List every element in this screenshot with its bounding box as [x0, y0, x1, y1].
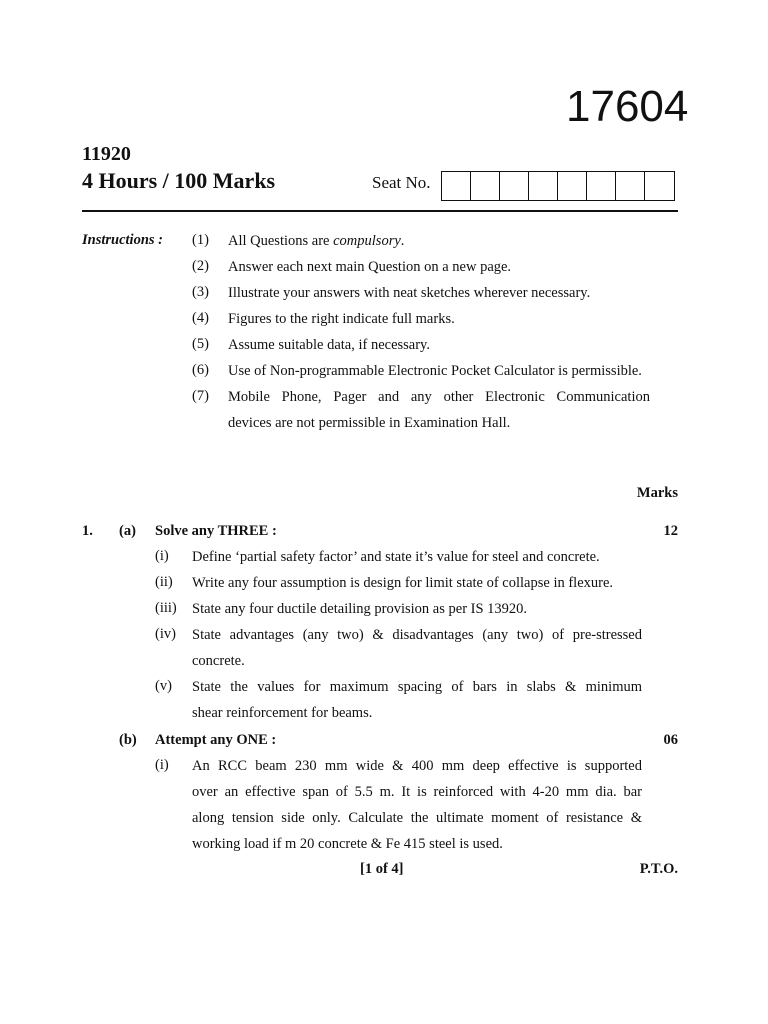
marks-heading: Marks: [636, 485, 678, 501]
instruction-number: (1): [192, 232, 209, 248]
instruction-text: Mobile Phone, Pager and any other Electronic Communication: [228, 389, 650, 405]
sub-question-number: (iv): [155, 626, 176, 642]
page-number: [1 of 4]: [360, 861, 404, 877]
sub-question-text: along tension side only. Calculate the ultimate moment of resistance &: [192, 810, 642, 826]
instruction-text: Assume suitable data, if necessary.: [228, 337, 430, 353]
part-title: Attempt any ONE :: [155, 732, 277, 748]
pto-label: P.T.O.: [639, 861, 678, 877]
part-label: (a): [119, 523, 136, 539]
duration-marks: 4 Hours / 100 Marks: [82, 168, 276, 193]
instruction-emphasis: compulsory: [333, 233, 401, 249]
instruction-text: Use of Non-programmable Electronic Pocket Calculator is permissible.: [228, 363, 642, 379]
instruction-number: (6): [192, 362, 209, 378]
seat-box[interactable]: [471, 172, 500, 200]
instruction-text: devices are not permissible in Examination Hall.: [228, 415, 511, 431]
sub-question-text: State any four ductile detailing provision as per IS 13920.: [192, 601, 528, 617]
seat-label: Seat No.: [372, 173, 431, 192]
seat-box[interactable]: [442, 172, 471, 200]
paper-code: 17604: [566, 82, 689, 131]
sub-question-text: concrete.: [192, 653, 245, 669]
sub-question-text: Write any four assumption is design for limit state of collapse in flexure.: [192, 575, 614, 591]
part-title: Solve any THREE :: [155, 523, 277, 539]
instruction-text: All Questions are compulsory.: [228, 233, 405, 249]
question-number: 1.: [82, 523, 93, 539]
sub-question-number: (v): [155, 678, 172, 694]
part-marks: 06: [663, 732, 678, 748]
instruction-number: (3): [192, 284, 209, 300]
sub-question-number: (i): [155, 757, 169, 773]
sub-question-number: (i): [155, 548, 169, 564]
header-divider: [82, 210, 678, 212]
sub-question-text: Define ‘partial safety factor’ and state it’s value for steel and concrete.: [192, 549, 600, 565]
instruction-text: Answer each next main Question on a new page.: [228, 259, 512, 275]
instruction-text: Figures to the right indicate full marks.: [228, 311, 455, 327]
seat-box[interactable]: [587, 172, 616, 200]
sub-question-text: working load if m 20 concrete & Fe 415 steel is used.: [192, 836, 503, 852]
instruction-number: (5): [192, 336, 209, 352]
sub-question-text: An RCC beam 230 mm wide & 400 mm deep effective is supported: [192, 758, 642, 774]
instruction-number: (4): [192, 310, 209, 326]
sub-question-text: shear reinforcement for beams.: [192, 705, 373, 721]
sub-question-number: (ii): [155, 574, 173, 590]
instruction-number: (2): [192, 258, 209, 274]
sub-question-text: State the values for maximum spacing of bars in slabs & minimum: [192, 679, 642, 695]
subject-code: 11920: [82, 143, 131, 165]
seat-box[interactable]: [500, 172, 529, 200]
seat-box[interactable]: [558, 172, 587, 200]
sub-question-number: (iii): [155, 600, 177, 616]
seat-box[interactable]: [529, 172, 558, 200]
instructions-label: Instructions :: [82, 232, 163, 248]
sub-question-text: State advantages (any two) & disadvantages (any two) of pre-stressed: [192, 627, 642, 643]
part-label: (b): [119, 732, 137, 748]
seat-box[interactable]: [616, 172, 645, 200]
seat-box[interactable]: [645, 172, 674, 200]
seat-number-boxes: [441, 171, 675, 201]
sub-question-text: over an effective span of 5.5 m. It is reinforced with 4-20 mm dia. bar: [192, 784, 642, 800]
instruction-text: Illustrate your answers with neat sketches wherever necessary.: [228, 285, 591, 301]
instruction-number: (7): [192, 388, 209, 404]
part-marks: 12: [663, 523, 678, 539]
